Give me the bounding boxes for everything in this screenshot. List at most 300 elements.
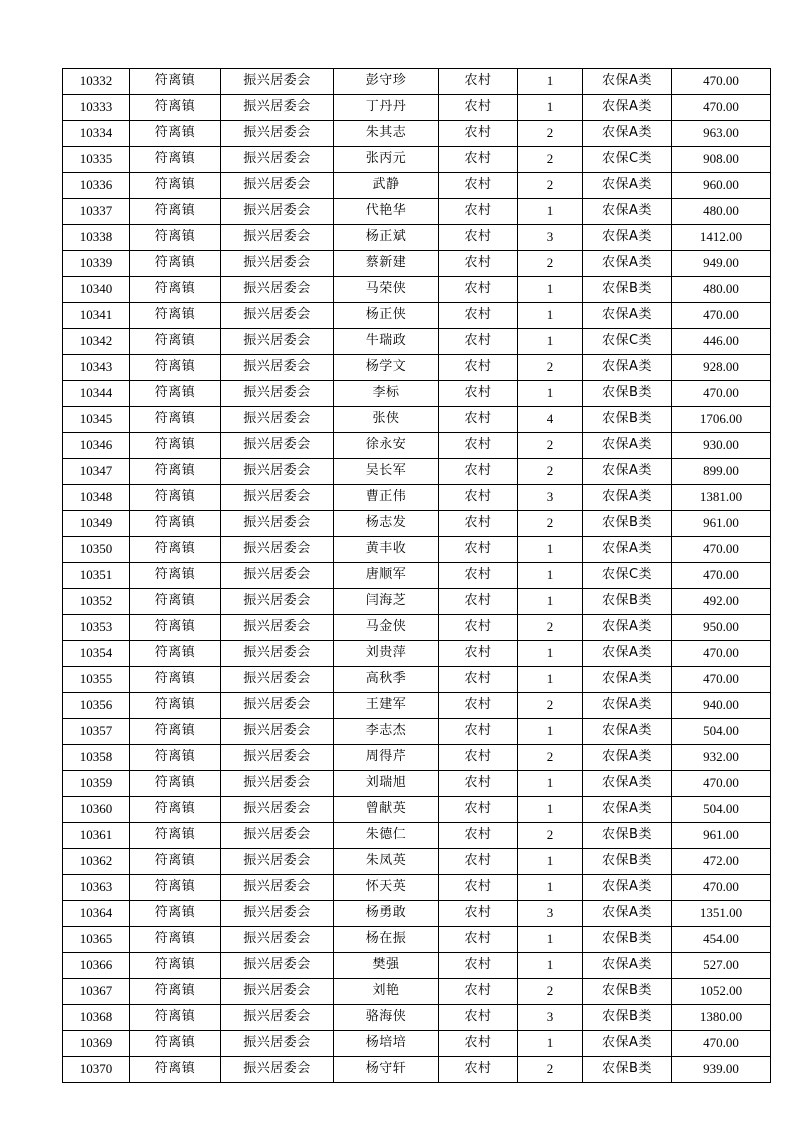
- cell-town: 符离镇: [130, 693, 221, 719]
- cell-village: 振兴居委会: [221, 511, 334, 537]
- table-row: [63, 641, 771, 667]
- table-row: [63, 537, 771, 563]
- cell-household: 农村: [439, 849, 518, 875]
- cell-name: 朱德仁: [334, 823, 439, 849]
- cell-household: 农村: [439, 771, 518, 797]
- cell-category: 农保A类: [583, 225, 672, 251]
- cell-amount: 492.00: [672, 589, 771, 615]
- table-row: [63, 615, 771, 641]
- cell-town: 符离镇: [130, 823, 221, 849]
- cell-count: 3: [518, 485, 583, 511]
- cell-id: 10352: [63, 589, 130, 615]
- cell-category: 农保A类: [583, 199, 672, 225]
- cell-category: 农保C类: [583, 147, 672, 173]
- cell-town: 符离镇: [130, 199, 221, 225]
- table-row: [63, 173, 771, 199]
- cell-category: 农保A类: [583, 303, 672, 329]
- cell-id: 10332: [63, 69, 130, 95]
- cell-amount: 527.00: [672, 953, 771, 979]
- cell-name: 曾献英: [334, 797, 439, 823]
- cell-category: 农保A类: [583, 771, 672, 797]
- cell-id: 10337: [63, 199, 130, 225]
- table-row: [63, 771, 771, 797]
- cell-id: 10360: [63, 797, 130, 823]
- cell-category: 农保B类: [583, 277, 672, 303]
- cell-name: 代艳华: [334, 199, 439, 225]
- cell-id: 10355: [63, 667, 130, 693]
- cell-village: 振兴居委会: [221, 381, 334, 407]
- cell-id: 10349: [63, 511, 130, 537]
- cell-name: 杨勇敢: [334, 901, 439, 927]
- cell-name: 杨志发: [334, 511, 439, 537]
- cell-household: 农村: [439, 95, 518, 121]
- table-row: [63, 979, 771, 1005]
- cell-name: 丁丹丹: [334, 95, 439, 121]
- cell-town: 符离镇: [130, 381, 221, 407]
- cell-household: 农村: [439, 329, 518, 355]
- cell-town: 符离镇: [130, 719, 221, 745]
- cell-count: 1: [518, 667, 583, 693]
- cell-village: 振兴居委会: [221, 537, 334, 563]
- cell-amount: 932.00: [672, 745, 771, 771]
- cell-name: 杨正斌: [334, 225, 439, 251]
- cell-category: 农保A类: [583, 797, 672, 823]
- cell-village: 振兴居委会: [221, 563, 334, 589]
- cell-name: 杨正侠: [334, 303, 439, 329]
- table-row: [63, 95, 771, 121]
- cell-town: 符离镇: [130, 641, 221, 667]
- cell-id: 10363: [63, 875, 130, 901]
- cell-amount: 939.00: [672, 1057, 771, 1083]
- cell-household: 农村: [439, 121, 518, 147]
- cell-name: 杨在振: [334, 927, 439, 953]
- cell-amount: 950.00: [672, 615, 771, 641]
- cell-count: 1: [518, 199, 583, 225]
- cell-amount: 470.00: [672, 641, 771, 667]
- cell-count: 1: [518, 875, 583, 901]
- cell-household: 农村: [439, 433, 518, 459]
- cell-town: 符离镇: [130, 979, 221, 1005]
- table-row: [63, 823, 771, 849]
- cell-household: 农村: [439, 641, 518, 667]
- cell-amount: 454.00: [672, 927, 771, 953]
- cell-id: 10336: [63, 173, 130, 199]
- table-row: [63, 667, 771, 693]
- cell-amount: 446.00: [672, 329, 771, 355]
- cell-category: 农保A类: [583, 95, 672, 121]
- cell-household: 农村: [439, 537, 518, 563]
- table-row: [63, 693, 771, 719]
- cell-name: 刘贵萍: [334, 641, 439, 667]
- cell-count: 1: [518, 797, 583, 823]
- beneficiary-table: [62, 68, 771, 1083]
- cell-category: 农保A类: [583, 173, 672, 199]
- cell-name: 唐顺军: [334, 563, 439, 589]
- cell-amount: 899.00: [672, 459, 771, 485]
- cell-village: 振兴居委会: [221, 407, 334, 433]
- cell-name: 王建军: [334, 693, 439, 719]
- cell-town: 符离镇: [130, 849, 221, 875]
- cell-id: 10333: [63, 95, 130, 121]
- cell-village: 振兴居委会: [221, 95, 334, 121]
- cell-village: 振兴居委会: [221, 979, 334, 1005]
- cell-category: 农保C类: [583, 563, 672, 589]
- cell-name: 张丙元: [334, 147, 439, 173]
- table-row: [63, 849, 771, 875]
- cell-category: 农保A类: [583, 745, 672, 771]
- cell-id: 10361: [63, 823, 130, 849]
- table-row: [63, 277, 771, 303]
- cell-id: 10357: [63, 719, 130, 745]
- cell-household: 农村: [439, 927, 518, 953]
- cell-town: 符离镇: [130, 901, 221, 927]
- cell-town: 符离镇: [130, 95, 221, 121]
- cell-category: 农保B类: [583, 979, 672, 1005]
- cell-count: 2: [518, 693, 583, 719]
- cell-count: 3: [518, 901, 583, 927]
- cell-household: 农村: [439, 1031, 518, 1057]
- cell-name: 马荣侠: [334, 277, 439, 303]
- cell-category: 农保A类: [583, 433, 672, 459]
- cell-count: 1: [518, 563, 583, 589]
- cell-village: 振兴居委会: [221, 953, 334, 979]
- cell-id: 10335: [63, 147, 130, 173]
- cell-village: 振兴居委会: [221, 121, 334, 147]
- cell-household: 农村: [439, 563, 518, 589]
- cell-category: 农保A类: [583, 953, 672, 979]
- cell-amount: 470.00: [672, 1031, 771, 1057]
- cell-amount: 940.00: [672, 693, 771, 719]
- cell-category: 农保A类: [583, 875, 672, 901]
- cell-count: 1: [518, 537, 583, 563]
- cell-household: 农村: [439, 459, 518, 485]
- cell-household: 农村: [439, 667, 518, 693]
- cell-amount: 470.00: [672, 381, 771, 407]
- cell-household: 农村: [439, 615, 518, 641]
- table-row: [63, 745, 771, 771]
- cell-category: 农保A类: [583, 641, 672, 667]
- cell-village: 振兴居委会: [221, 147, 334, 173]
- cell-village: 振兴居委会: [221, 745, 334, 771]
- cell-amount: 470.00: [672, 563, 771, 589]
- cell-count: 1: [518, 589, 583, 615]
- cell-village: 振兴居委会: [221, 251, 334, 277]
- cell-town: 符离镇: [130, 303, 221, 329]
- cell-household: 农村: [439, 173, 518, 199]
- cell-count: 1: [518, 381, 583, 407]
- cell-amount: 470.00: [672, 303, 771, 329]
- cell-town: 符离镇: [130, 355, 221, 381]
- cell-town: 符离镇: [130, 485, 221, 511]
- cell-amount: 961.00: [672, 823, 771, 849]
- table-row: [63, 901, 771, 927]
- cell-id: 10347: [63, 459, 130, 485]
- cell-town: 符离镇: [130, 433, 221, 459]
- cell-household: 农村: [439, 407, 518, 433]
- cell-count: 2: [518, 459, 583, 485]
- cell-amount: 470.00: [672, 667, 771, 693]
- cell-id: 10334: [63, 121, 130, 147]
- cell-town: 符离镇: [130, 407, 221, 433]
- cell-id: 10358: [63, 745, 130, 771]
- cell-amount: 1381.00: [672, 485, 771, 511]
- cell-amount: 1351.00: [672, 901, 771, 927]
- cell-count: 2: [518, 173, 583, 199]
- table-row: [63, 381, 771, 407]
- cell-id: 10362: [63, 849, 130, 875]
- cell-amount: 470.00: [672, 771, 771, 797]
- cell-town: 符离镇: [130, 511, 221, 537]
- cell-amount: 930.00: [672, 433, 771, 459]
- table-row: [63, 407, 771, 433]
- cell-household: 农村: [439, 147, 518, 173]
- cell-amount: 472.00: [672, 849, 771, 875]
- cell-amount: 470.00: [672, 875, 771, 901]
- cell-category: 农保A类: [583, 1031, 672, 1057]
- cell-id: 10344: [63, 381, 130, 407]
- cell-count: 2: [518, 1057, 583, 1083]
- cell-village: 振兴居委会: [221, 277, 334, 303]
- cell-village: 振兴居委会: [221, 433, 334, 459]
- cell-village: 振兴居委会: [221, 355, 334, 381]
- table-row: [63, 797, 771, 823]
- cell-count: 2: [518, 823, 583, 849]
- table-row: [63, 1031, 771, 1057]
- cell-household: 农村: [439, 797, 518, 823]
- cell-name: 武静: [334, 173, 439, 199]
- cell-town: 符离镇: [130, 1057, 221, 1083]
- cell-id: 10354: [63, 641, 130, 667]
- cell-amount: 470.00: [672, 537, 771, 563]
- cell-name: 黄丰收: [334, 537, 439, 563]
- cell-village: 振兴居委会: [221, 693, 334, 719]
- cell-amount: 960.00: [672, 173, 771, 199]
- cell-town: 符离镇: [130, 875, 221, 901]
- cell-town: 符离镇: [130, 147, 221, 173]
- cell-village: 振兴居委会: [221, 875, 334, 901]
- cell-id: 10338: [63, 225, 130, 251]
- cell-village: 振兴居委会: [221, 641, 334, 667]
- cell-count: 2: [518, 979, 583, 1005]
- table-row: [63, 1005, 771, 1031]
- cell-amount: 963.00: [672, 121, 771, 147]
- cell-household: 农村: [439, 875, 518, 901]
- cell-count: 1: [518, 69, 583, 95]
- cell-id: 10367: [63, 979, 130, 1005]
- cell-town: 符离镇: [130, 1031, 221, 1057]
- cell-name: 吴长军: [334, 459, 439, 485]
- cell-category: 农保B类: [583, 823, 672, 849]
- table-row: [63, 433, 771, 459]
- cell-name: 朱其志: [334, 121, 439, 147]
- cell-household: 农村: [439, 225, 518, 251]
- cell-town: 符离镇: [130, 771, 221, 797]
- cell-name: 杨学文: [334, 355, 439, 381]
- table-row: [63, 563, 771, 589]
- cell-count: 2: [518, 615, 583, 641]
- cell-count: 1: [518, 277, 583, 303]
- cell-village: 振兴居委会: [221, 719, 334, 745]
- cell-category: 农保A类: [583, 485, 672, 511]
- cell-category: 农保A类: [583, 901, 672, 927]
- cell-household: 农村: [439, 381, 518, 407]
- table-row: [63, 303, 771, 329]
- cell-count: 1: [518, 303, 583, 329]
- cell-name: 朱凤英: [334, 849, 439, 875]
- cell-name: 曹正伟: [334, 485, 439, 511]
- cell-id: 10366: [63, 953, 130, 979]
- cell-household: 农村: [439, 1005, 518, 1031]
- table-row: [63, 147, 771, 173]
- cell-town: 符离镇: [130, 225, 221, 251]
- cell-id: 10353: [63, 615, 130, 641]
- cell-name: 杨培培: [334, 1031, 439, 1057]
- cell-amount: 480.00: [672, 199, 771, 225]
- cell-village: 振兴居委会: [221, 1031, 334, 1057]
- cell-village: 振兴居委会: [221, 485, 334, 511]
- table-row: [63, 329, 771, 355]
- cell-amount: 1052.00: [672, 979, 771, 1005]
- cell-category: 农保B类: [583, 381, 672, 407]
- cell-amount: 1706.00: [672, 407, 771, 433]
- table-row: [63, 121, 771, 147]
- table-row: [63, 927, 771, 953]
- cell-town: 符离镇: [130, 953, 221, 979]
- cell-category: 农保A类: [583, 615, 672, 641]
- cell-count: 3: [518, 1005, 583, 1031]
- cell-town: 符离镇: [130, 1005, 221, 1031]
- cell-count: 1: [518, 1031, 583, 1057]
- cell-category: 农保A类: [583, 355, 672, 381]
- table-row: [63, 199, 771, 225]
- cell-household: 农村: [439, 199, 518, 225]
- cell-village: 振兴居委会: [221, 589, 334, 615]
- cell-category: 农保B类: [583, 511, 672, 537]
- cell-category: 农保B类: [583, 927, 672, 953]
- cell-count: 3: [518, 225, 583, 251]
- cell-name: 牛瑞政: [334, 329, 439, 355]
- cell-village: 振兴居委会: [221, 173, 334, 199]
- cell-count: 4: [518, 407, 583, 433]
- cell-household: 农村: [439, 251, 518, 277]
- cell-count: 1: [518, 771, 583, 797]
- cell-village: 振兴居委会: [221, 771, 334, 797]
- cell-household: 农村: [439, 589, 518, 615]
- cell-id: 10345: [63, 407, 130, 433]
- cell-town: 符离镇: [130, 69, 221, 95]
- cell-name: 李标: [334, 381, 439, 407]
- cell-name: 蔡新建: [334, 251, 439, 277]
- cell-category: 农保B类: [583, 407, 672, 433]
- cell-name: 徐永安: [334, 433, 439, 459]
- cell-town: 符离镇: [130, 667, 221, 693]
- cell-id: 10339: [63, 251, 130, 277]
- cell-village: 振兴居委会: [221, 1057, 334, 1083]
- cell-count: 2: [518, 355, 583, 381]
- cell-amount: 1412.00: [672, 225, 771, 251]
- cell-town: 符离镇: [130, 589, 221, 615]
- cell-name: 高秋季: [334, 667, 439, 693]
- cell-count: 2: [518, 433, 583, 459]
- cell-name: 闫海芝: [334, 589, 439, 615]
- cell-count: 2: [518, 745, 583, 771]
- cell-household: 农村: [439, 693, 518, 719]
- cell-amount: 928.00: [672, 355, 771, 381]
- cell-id: 10369: [63, 1031, 130, 1057]
- cell-id: 10342: [63, 329, 130, 355]
- cell-town: 符离镇: [130, 251, 221, 277]
- cell-amount: 949.00: [672, 251, 771, 277]
- cell-village: 振兴居委会: [221, 615, 334, 641]
- cell-household: 农村: [439, 1057, 518, 1083]
- cell-category: 农保A类: [583, 719, 672, 745]
- cell-category: 农保C类: [583, 329, 672, 355]
- cell-id: 10343: [63, 355, 130, 381]
- cell-count: 2: [518, 511, 583, 537]
- cell-household: 农村: [439, 277, 518, 303]
- cell-name: 马金侠: [334, 615, 439, 641]
- cell-household: 农村: [439, 303, 518, 329]
- cell-category: 农保A类: [583, 69, 672, 95]
- cell-village: 振兴居委会: [221, 303, 334, 329]
- cell-count: 1: [518, 719, 583, 745]
- table-row: [63, 485, 771, 511]
- table-row: [63, 459, 771, 485]
- cell-count: 1: [518, 329, 583, 355]
- cell-name: 怀天英: [334, 875, 439, 901]
- cell-village: 振兴居委会: [221, 901, 334, 927]
- cell-id: 10348: [63, 485, 130, 511]
- cell-name: 彭守珍: [334, 69, 439, 95]
- cell-id: 10346: [63, 433, 130, 459]
- cell-category: 农保B类: [583, 589, 672, 615]
- table-body: [63, 69, 771, 1083]
- cell-category: 农保A类: [583, 537, 672, 563]
- cell-name: 杨守轩: [334, 1057, 439, 1083]
- cell-id: 10370: [63, 1057, 130, 1083]
- cell-count: 2: [518, 251, 583, 277]
- cell-id: 10368: [63, 1005, 130, 1031]
- cell-household: 农村: [439, 901, 518, 927]
- cell-amount: 961.00: [672, 511, 771, 537]
- cell-name: 樊强: [334, 953, 439, 979]
- table-row: [63, 69, 771, 95]
- cell-id: 10351: [63, 563, 130, 589]
- cell-count: 2: [518, 147, 583, 173]
- cell-category: 农保A类: [583, 667, 672, 693]
- cell-count: 1: [518, 953, 583, 979]
- cell-town: 符离镇: [130, 277, 221, 303]
- cell-id: 10364: [63, 901, 130, 927]
- cell-village: 振兴居委会: [221, 797, 334, 823]
- cell-count: 2: [518, 121, 583, 147]
- table-row: [63, 355, 771, 381]
- cell-village: 振兴居委会: [221, 849, 334, 875]
- cell-id: 10359: [63, 771, 130, 797]
- cell-village: 振兴居委会: [221, 927, 334, 953]
- cell-town: 符离镇: [130, 459, 221, 485]
- cell-village: 振兴居委会: [221, 225, 334, 251]
- cell-name: 骆海侠: [334, 1005, 439, 1031]
- cell-town: 符离镇: [130, 121, 221, 147]
- cell-amount: 504.00: [672, 719, 771, 745]
- cell-id: 10350: [63, 537, 130, 563]
- cell-id: 10356: [63, 693, 130, 719]
- cell-count: 1: [518, 849, 583, 875]
- cell-amount: 504.00: [672, 797, 771, 823]
- cell-household: 农村: [439, 355, 518, 381]
- cell-town: 符离镇: [130, 615, 221, 641]
